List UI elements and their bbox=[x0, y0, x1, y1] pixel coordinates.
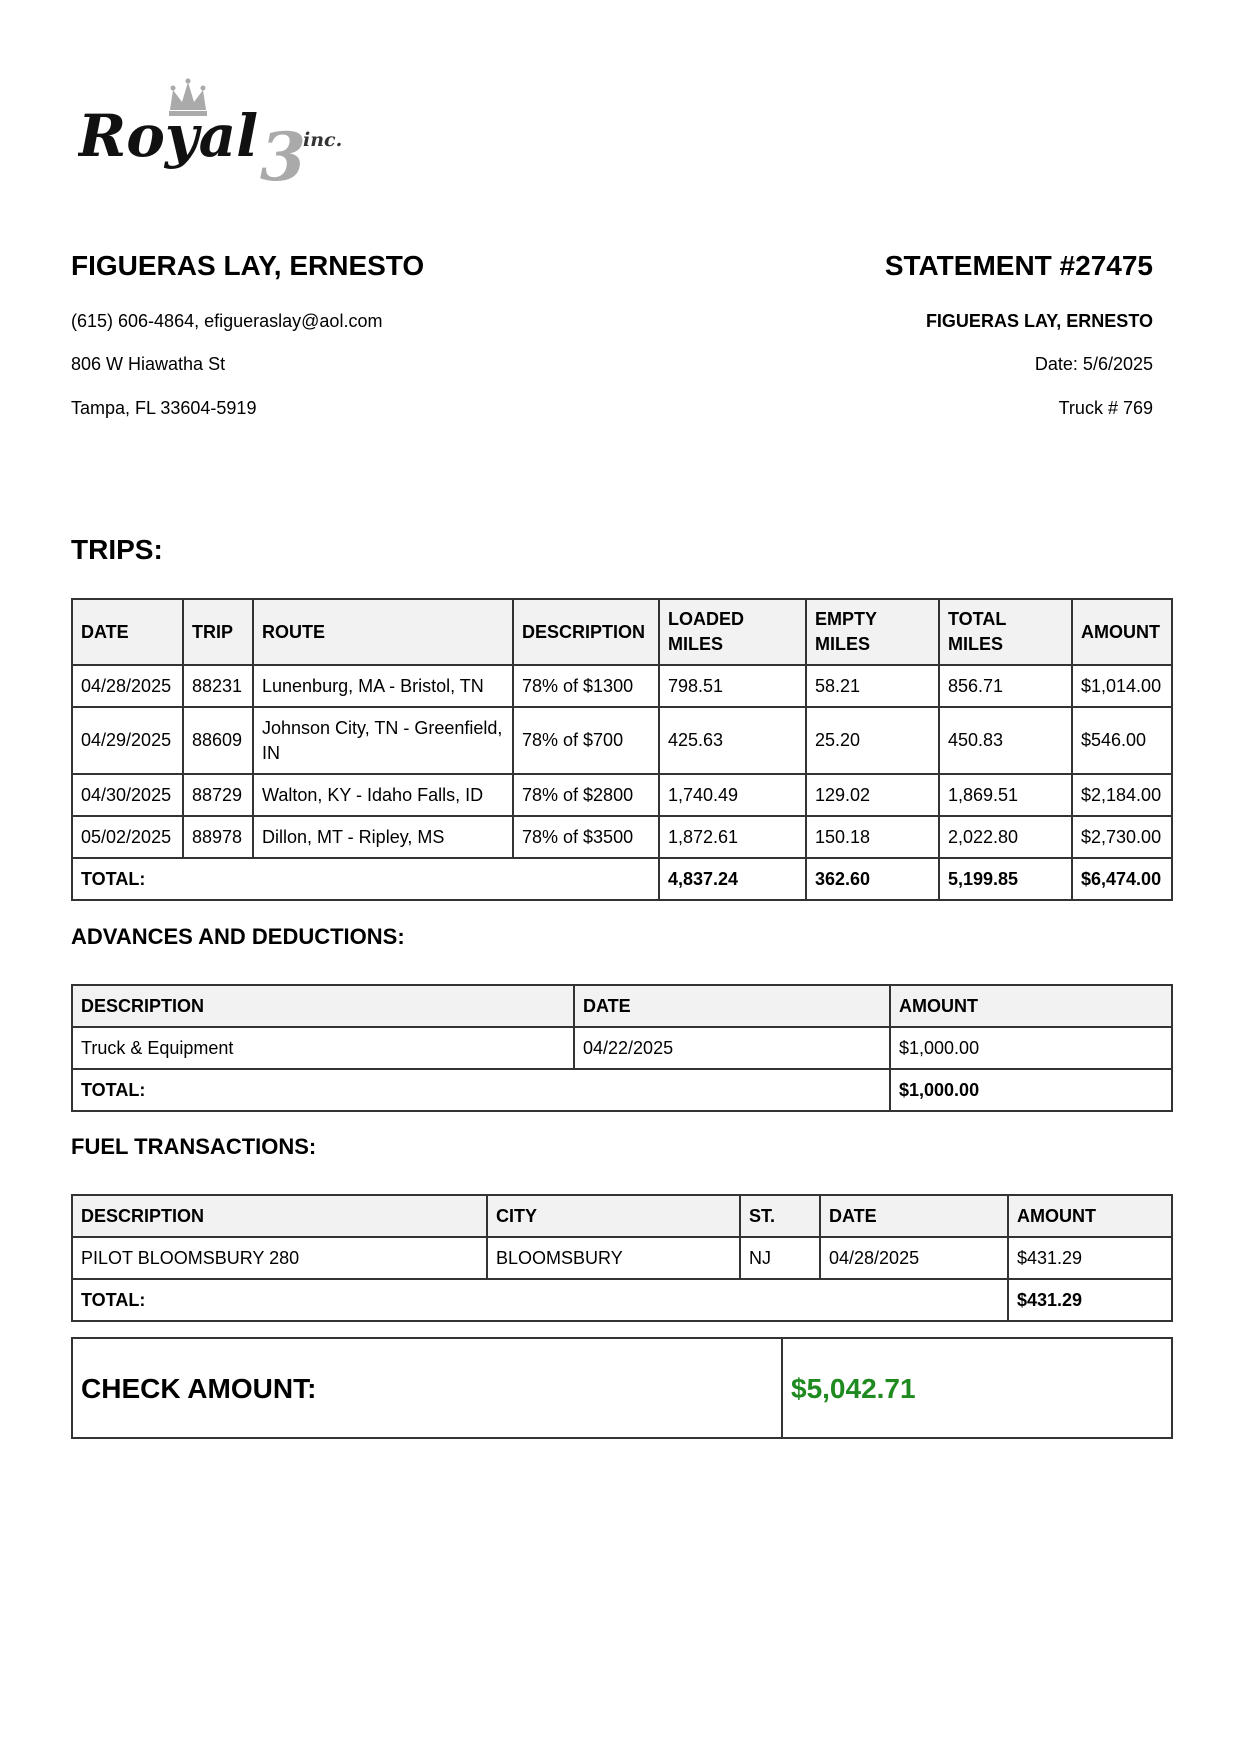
table-cell: 88609 bbox=[183, 707, 253, 774]
column-header: DESCRIPTION bbox=[513, 599, 659, 665]
statement-title: STATEMENT #27475 bbox=[884, 250, 1153, 281]
table-cell: 2,022.80 bbox=[939, 816, 1072, 858]
table-row bbox=[72, 774, 1172, 816]
statement-driver-name: FIGUERAS LAY, ERNESTO bbox=[925, 311, 1153, 331]
table-cell: Johnson City, TN - Greenfield, IN bbox=[253, 707, 513, 774]
table-cell: $2,184.00 bbox=[1072, 774, 1172, 816]
table-row bbox=[72, 665, 1172, 707]
check-amount-box bbox=[71, 1337, 1173, 1439]
column-header: CITY bbox=[487, 1195, 740, 1237]
table-cell: 88729 bbox=[183, 774, 253, 816]
table-row bbox=[72, 1027, 1172, 1069]
table-cell: 425.63 bbox=[659, 707, 806, 774]
table-cell: 150.18 bbox=[806, 816, 939, 858]
driver-city-state: Tampa, FL 33604-5919 bbox=[71, 398, 257, 418]
column-header: EMPTY MILES bbox=[806, 599, 939, 665]
table-cell: 58.21 bbox=[806, 665, 939, 707]
total-empty-miles: 362.60 bbox=[806, 858, 939, 900]
table-cell: Lunenburg, MA - Bristol, TN bbox=[253, 665, 513, 707]
column-header: TOTAL MILES bbox=[939, 599, 1072, 665]
advances-total-row bbox=[72, 1069, 1172, 1111]
total-total-miles: 5,199.85 bbox=[939, 858, 1072, 900]
table-row bbox=[72, 707, 1172, 774]
fuel-total-row bbox=[72, 1279, 1172, 1321]
table-cell: 04/29/2025 bbox=[72, 707, 183, 774]
logo-brand-text: Royal bbox=[78, 102, 259, 170]
table-row bbox=[72, 1237, 1172, 1279]
total-label: TOTAL: bbox=[72, 1279, 1008, 1321]
table-cell: 1,869.51 bbox=[939, 774, 1072, 816]
table-cell: 798.51 bbox=[659, 665, 806, 707]
trips-section-title: TRIPS: bbox=[71, 534, 163, 565]
royal3-logo-graphic bbox=[78, 78, 378, 190]
table-cell: 25.20 bbox=[806, 707, 939, 774]
trips-header-row bbox=[72, 599, 1172, 665]
driver-contact: (615) 606-4864, efigueraslay@aol.com bbox=[71, 311, 383, 331]
table-cell: $431.29 bbox=[1008, 1237, 1172, 1279]
advances-table bbox=[71, 984, 1173, 1112]
column-header: DATE bbox=[574, 985, 890, 1027]
table-cell: PILOT BLOOMSBURY 280 bbox=[72, 1237, 487, 1279]
column-header: ROUTE bbox=[253, 599, 513, 665]
table-cell: NJ bbox=[740, 1237, 820, 1279]
company-logo bbox=[78, 78, 378, 190]
table-cell: 78% of $700 bbox=[513, 707, 659, 774]
check-amount-row bbox=[72, 1338, 1172, 1438]
table-cell: 88978 bbox=[183, 816, 253, 858]
column-header: DESCRIPTION bbox=[72, 985, 574, 1027]
table-cell: $1,014.00 bbox=[1072, 665, 1172, 707]
table-cell: $1,000.00 bbox=[890, 1027, 1172, 1069]
column-header: DATE bbox=[72, 599, 183, 665]
column-header: AMOUNT bbox=[1072, 599, 1172, 665]
table-cell: Walton, KY - Idaho Falls, ID bbox=[253, 774, 513, 816]
table-cell: 1,740.49 bbox=[659, 774, 806, 816]
table-cell: 129.02 bbox=[806, 774, 939, 816]
table-cell: $546.00 bbox=[1072, 707, 1172, 774]
column-header: LOADED MILES bbox=[659, 599, 806, 665]
fuel-header-row bbox=[72, 1195, 1172, 1237]
table-cell: 78% of $1300 bbox=[513, 665, 659, 707]
driver-street: 806 W Hiawatha St bbox=[71, 354, 226, 374]
table-cell: Truck & Equipment bbox=[72, 1027, 574, 1069]
table-cell: $2,730.00 bbox=[1072, 816, 1172, 858]
total-label: TOTAL: bbox=[72, 858, 659, 900]
total-amount: $6,474.00 bbox=[1072, 858, 1172, 900]
table-cell: 88231 bbox=[183, 665, 253, 707]
advances-header-row bbox=[72, 985, 1172, 1027]
table-cell: 450.83 bbox=[939, 707, 1072, 774]
table-cell: 04/30/2025 bbox=[72, 774, 183, 816]
column-header: DESCRIPTION bbox=[72, 1195, 487, 1237]
table-cell: 78% of $3500 bbox=[513, 816, 659, 858]
check-amount-value: $5,042.71 bbox=[782, 1338, 1172, 1438]
table-cell: Dillon, MT - Ripley, MS bbox=[253, 816, 513, 858]
table-cell: 05/02/2025 bbox=[72, 816, 183, 858]
advances-section-title: ADVANCES AND DEDUCTIONS: bbox=[71, 924, 405, 949]
check-amount-label: CHECK AMOUNT: bbox=[72, 1338, 782, 1438]
column-header: DATE bbox=[820, 1195, 1008, 1237]
column-header: AMOUNT bbox=[1008, 1195, 1172, 1237]
fuel-table bbox=[71, 1194, 1173, 1322]
driver-name: FIGUERAS LAY, ERNESTO bbox=[71, 250, 425, 281]
table-cell: 04/28/2025 bbox=[820, 1237, 1008, 1279]
total-amount: $1,000.00 bbox=[890, 1069, 1172, 1111]
table-cell: 856.71 bbox=[939, 665, 1072, 707]
table-cell: 1,872.61 bbox=[659, 816, 806, 858]
trips-table bbox=[71, 598, 1173, 901]
trips-total-row bbox=[72, 858, 1172, 900]
total-loaded-miles: 4,837.24 bbox=[659, 858, 806, 900]
table-cell: 04/28/2025 bbox=[72, 665, 183, 707]
logo-suffix: inc. bbox=[303, 129, 343, 151]
column-header: TRIP bbox=[183, 599, 253, 665]
total-label: TOTAL: bbox=[72, 1069, 890, 1111]
total-amount: $431.29 bbox=[1008, 1279, 1172, 1321]
table-cell: BLOOMSBURY bbox=[487, 1237, 740, 1279]
statement-date: Date: 5/6/2025 bbox=[1034, 354, 1153, 374]
table-cell: 04/22/2025 bbox=[574, 1027, 890, 1069]
column-header: AMOUNT bbox=[890, 985, 1172, 1027]
column-header: ST. bbox=[740, 1195, 820, 1237]
table-row bbox=[72, 816, 1172, 858]
statement-truck: Truck # 769 bbox=[1058, 398, 1153, 418]
table-cell: 78% of $2800 bbox=[513, 774, 659, 816]
logo-numeral: 3 bbox=[260, 118, 306, 190]
fuel-section-title: FUEL TRANSACTIONS: bbox=[71, 1134, 317, 1159]
